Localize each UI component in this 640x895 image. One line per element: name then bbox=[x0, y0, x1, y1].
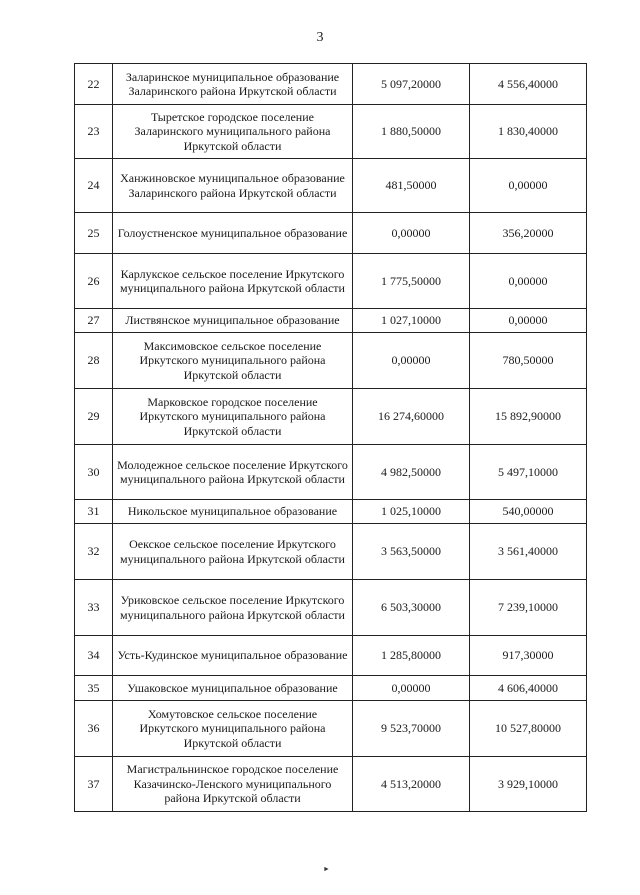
table-row bbox=[75, 309, 587, 333]
table-row bbox=[75, 500, 587, 524]
table-row bbox=[75, 333, 587, 389]
amount-column-2: 5 497,10000 bbox=[470, 445, 587, 500]
row-number: 37 bbox=[75, 757, 113, 812]
table-row bbox=[75, 254, 587, 309]
row-number: 29 bbox=[75, 389, 113, 445]
table-row bbox=[75, 389, 587, 445]
budget-table-body bbox=[75, 64, 587, 812]
amount-column-2: 1 830,40000 bbox=[470, 105, 587, 159]
municipality-name: Листвянское муниципальное образование bbox=[113, 309, 353, 333]
amount-column-1: 1 775,50000 bbox=[353, 254, 470, 309]
amount-column-1: 4 982,50000 bbox=[353, 445, 470, 500]
amount-column-2: 4 606,40000 bbox=[470, 676, 587, 701]
amount-column-2: 3 929,10000 bbox=[470, 757, 587, 812]
amount-column-1: 1 880,50000 bbox=[353, 105, 470, 159]
municipality-name: Заларинское муниципальное образование Заларинского района Иркутской области bbox=[113, 64, 353, 105]
row-number: 32 bbox=[75, 524, 113, 580]
row-number: 31 bbox=[75, 500, 113, 524]
amount-column-1: 9 523,70000 bbox=[353, 701, 470, 757]
row-number: 24 bbox=[75, 159, 113, 213]
amount-column-1: 0,00000 bbox=[353, 213, 470, 254]
municipality-name: Молодежное сельское поселение Иркутского муниципального района Иркутской области bbox=[113, 445, 353, 500]
amount-column-2: 3 561,40000 bbox=[470, 524, 587, 580]
municipality-name: Тыретское городское поселение Заларинского муниципального района Иркутской области bbox=[113, 105, 353, 159]
table-row bbox=[75, 105, 587, 159]
amount-column-2: 0,00000 bbox=[470, 254, 587, 309]
row-number: 35 bbox=[75, 676, 113, 701]
row-number: 34 bbox=[75, 636, 113, 676]
amount-column-2: 7 239,10000 bbox=[470, 580, 587, 636]
amount-column-1: 0,00000 bbox=[353, 333, 470, 389]
row-number: 28 bbox=[75, 333, 113, 389]
budget-table bbox=[74, 63, 587, 812]
municipality-name: Магистральнинское городское поселение Казачинско-Ленского муниципального района Иркутской области bbox=[113, 757, 353, 812]
municipality-name: Никольское муниципальное образование bbox=[113, 500, 353, 524]
row-number: 30 bbox=[75, 445, 113, 500]
amount-column-1: 1 027,10000 bbox=[353, 309, 470, 333]
amount-column-1: 5 097,20000 bbox=[353, 64, 470, 105]
municipality-name: Голоустненское муниципальное образование bbox=[113, 213, 353, 254]
page-number: 3 bbox=[316, 30, 324, 45]
amount-column-2: 10 527,80000 bbox=[470, 701, 587, 757]
row-number: 23 bbox=[75, 105, 113, 159]
municipality-name: Марковское городское поселение Иркутского муниципального района Иркутской области bbox=[113, 389, 353, 445]
row-number: 25 bbox=[75, 213, 113, 254]
table-row bbox=[75, 524, 587, 580]
table-row bbox=[75, 757, 587, 812]
amount-column-2: 0,00000 bbox=[470, 159, 587, 213]
municipality-name: Ушаковское муниципальное образование bbox=[113, 676, 353, 701]
amount-column-1: 16 274,60000 bbox=[353, 389, 470, 445]
table-row bbox=[75, 159, 587, 213]
amount-column-1: 1 025,10000 bbox=[353, 500, 470, 524]
municipality-name: Ханжиновское муниципальное образование Заларинского района Иркутской области bbox=[113, 159, 353, 213]
amount-column-2: 356,20000 bbox=[470, 213, 587, 254]
amount-column-1: 3 563,50000 bbox=[353, 524, 470, 580]
amount-column-2: 0,00000 bbox=[470, 309, 587, 333]
amount-column-2: 780,50000 bbox=[470, 333, 587, 389]
amount-column-2: 4 556,40000 bbox=[470, 64, 587, 105]
municipality-name: Усть-Кудинское муниципальное образование bbox=[113, 636, 353, 676]
table-row bbox=[75, 445, 587, 500]
amount-column-1: 1 285,80000 bbox=[353, 636, 470, 676]
municipality-name: Карлукское сельское поселение Иркутского муниципального района Иркутской области bbox=[113, 254, 353, 309]
amount-column-2: 917,30000 bbox=[470, 636, 587, 676]
table-row bbox=[75, 676, 587, 701]
amount-column-1: 6 503,30000 bbox=[353, 580, 470, 636]
municipality-name: Хомутовское сельское поселение Иркутского муниципального района Иркутской области bbox=[113, 701, 353, 757]
row-number: 36 bbox=[75, 701, 113, 757]
amount-column-1: 481,50000 bbox=[353, 159, 470, 213]
row-number: 26 bbox=[75, 254, 113, 309]
amount-column-1: 4 513,20000 bbox=[353, 757, 470, 812]
row-number: 22 bbox=[75, 64, 113, 105]
municipality-name: Уриковское сельское поселение Иркутского муниципального района Иркутской области bbox=[113, 580, 353, 636]
table-row bbox=[75, 64, 587, 105]
amount-column-2: 540,00000 bbox=[470, 500, 587, 524]
scan-artifact-dot: ► bbox=[323, 865, 330, 873]
municipality-name: Оекское сельское поселение Иркутского муниципального района Иркутской области bbox=[113, 524, 353, 580]
amount-column-1: 0,00000 bbox=[353, 676, 470, 701]
row-number: 33 bbox=[75, 580, 113, 636]
table-row bbox=[75, 701, 587, 757]
row-number: 27 bbox=[75, 309, 113, 333]
amount-column-2: 15 892,90000 bbox=[470, 389, 587, 445]
table-row bbox=[75, 213, 587, 254]
table-row bbox=[75, 636, 587, 676]
municipality-name: Максимовское сельское поселение Иркутского муниципального района Иркутской области bbox=[113, 333, 353, 389]
table-row bbox=[75, 580, 587, 636]
